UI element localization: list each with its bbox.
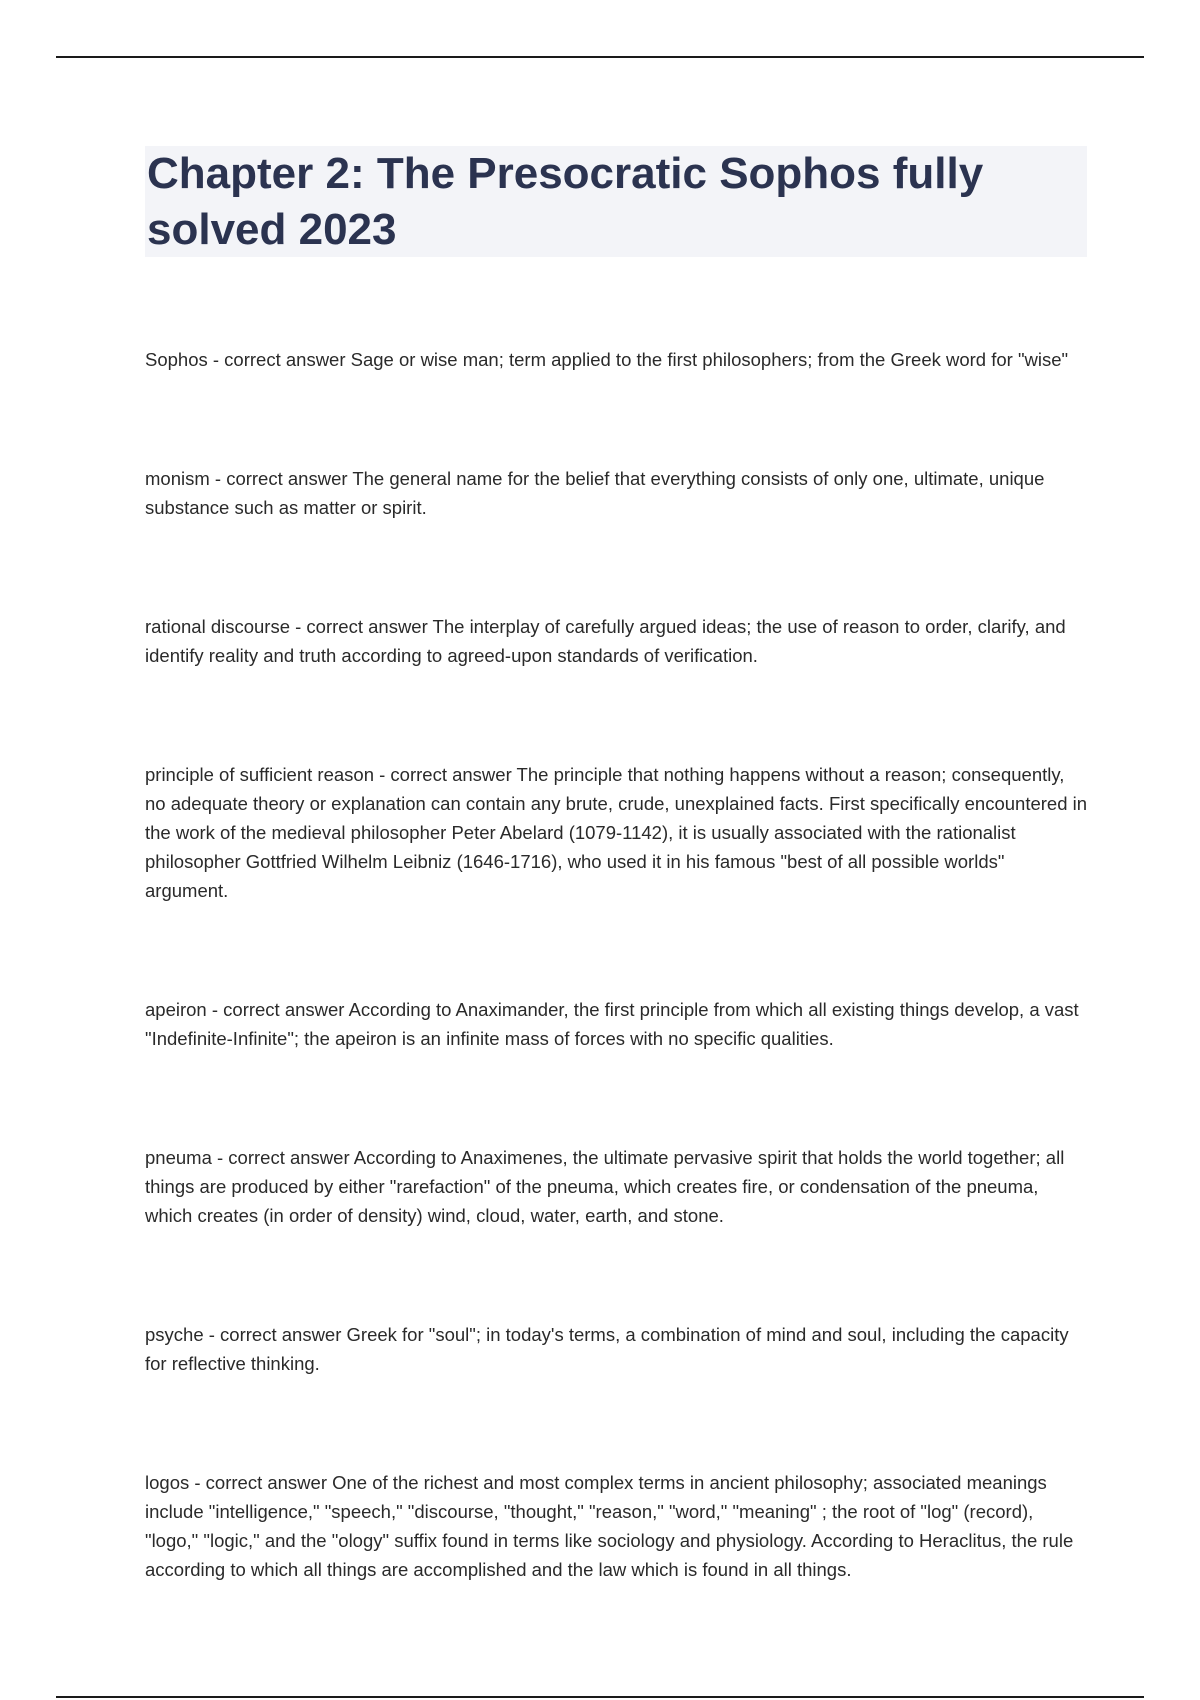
bottom-divider (56, 1696, 1144, 1698)
glossary-entry-logos: logos - correct answer One of the richest and most complex terms in ancient philosophy; associated meanings include "intelligence," "speech," "discourse, "thought," "reason," "word," "meaning" ; the root of "log" (record), "logo," "logic," and the "ology" suffix found in terms like sociology and physiology. According to Heraclitus, the rule according to which all things are accomplished and the law which is found in all things. (145, 1472, 1074, 1580)
glossary-list (145, 345, 1090, 1674)
page-title: Chapter 2: The Presocratic Sophos fully solved 2023 (147, 149, 984, 254)
glossary-entry-sophos: Sophos - correct answer Sage or wise man; term applied to the first philosophers; from the Greek word for "wise" (145, 349, 1069, 370)
glossary-entry-pneuma: pneuma - correct answer According to Anaximenes, the ultimate pervasive spirit that holds the world together; all things are produced by either "rarefaction" of the pneuma, which creates fire, or condensation of the pneuma, which creates (in order of density) wind, cloud, water, earth, and stone. (145, 1147, 1065, 1226)
glossary-entry-psyche: psyche - correct answer Greek for "soul"; in today's terms, a combination of mind and soul, including the capacity for reflective thinking. (145, 1324, 1069, 1374)
title-banner (145, 146, 1087, 257)
glossary-entry-sufficient-reason: principle of sufficient reason - correct answer The principle that nothing happens without a reason; consequently, no adequate theory or explanation can contain any brute, crude, unexplained facts. First specifically encountered in the work of the medieval philosopher Peter Abelard (1079-1142), it is usually associated with the rationalist philosopher Gottfried Wilhelm Leibniz (1646-1716), who used it in his famous "best of all possible worlds" argument. (145, 764, 1088, 901)
top-divider (56, 56, 1144, 58)
glossary-entry-rational-discourse: rational discourse - correct answer The interplay of carefully argued ideas; the use of reason to order, clarify, and identify reality and truth according to agreed-upon standards of verification. (145, 616, 1066, 666)
glossary-entry-apeiron: apeiron - correct answer According to Anaximander, the first principle from which all existing things develop, a vast "Indefinite-Infinite"; the apeiron is an infinite mass of forces with no specific qualities. (145, 999, 1079, 1049)
glossary-entry-monism: monism - correct answer The general name for the belief that everything consists of only one, ultimate, unique substance such as matter or spirit. (145, 468, 1045, 518)
